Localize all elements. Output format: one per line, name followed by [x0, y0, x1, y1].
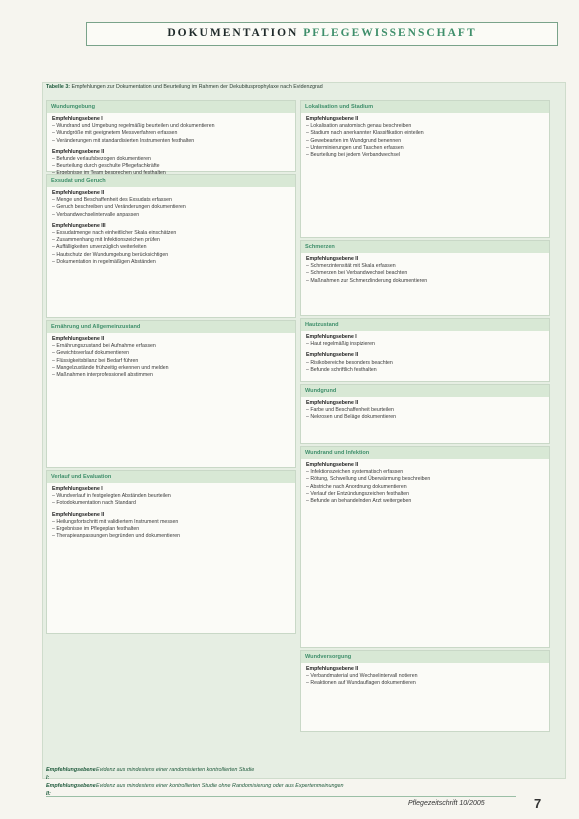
evidence-level: Empfehlungsebene II [306, 116, 359, 122]
evidence-level: Empfehlungsebene I [52, 116, 103, 122]
recommendation-item: – Verlauf der Entzündungszeichen festhalten [306, 491, 544, 498]
recommendation-item: – Rötung, Schwellung und Überwärmung beschreiben [306, 476, 544, 483]
page-number: 7 [534, 796, 542, 811]
footnotes [46, 766, 546, 798]
section-box [300, 384, 550, 444]
recommendation-item: – Flüssigkeitsbilanz bei Bedarf führen [52, 358, 290, 365]
section-box [46, 174, 296, 318]
section-body [47, 333, 295, 382]
recommendation-item: – Infektionszeichen systematisch erfassen [306, 469, 544, 476]
evidence-level: Empfehlungsebene II [52, 148, 105, 155]
recommendation-item: – Wundgröße mit geeignetem Messverfahren erfassen [52, 130, 290, 137]
section-box [46, 320, 296, 468]
recommendation-item: – Befunde an behandelnden Arzt weitergeben [306, 498, 544, 505]
recommendation-item: – Ergebnisse im Pflegeplan festhalten [52, 526, 290, 533]
evidence-level: Empfehlungsebene I [52, 486, 103, 492]
recommendation-item: – Maßnahmen zur Schmerzlinderung dokumentieren [306, 278, 544, 285]
section-title: Ernährung und Allgemeinzustand [47, 321, 295, 333]
section-body [301, 459, 549, 508]
footnote-key: Empfehlungsebene I: [46, 767, 96, 781]
section-title: Exsudat und Geruch [47, 175, 295, 187]
section-box [46, 470, 296, 634]
section-box [300, 240, 550, 316]
journal-name: Pflegezeitschrift 10/2005 [408, 800, 485, 807]
recommendation-item: – Auffälligkeiten unverzüglich weiterleiten [52, 244, 290, 251]
recommendation-item: – Stadium nach anerkannter Klassifikation einteilen [306, 130, 544, 137]
section-body [47, 187, 295, 269]
section-box [300, 318, 550, 382]
recommendation-item: – Haut regelmäßig inspizieren [306, 341, 544, 348]
page-title [87, 27, 557, 39]
section-body [301, 331, 549, 377]
section-title: Wundversorgung [301, 651, 549, 663]
recommendation-item: – Nekrosen und Beläge dokumentieren [306, 414, 544, 421]
section-body [301, 663, 549, 691]
section-title: Schmerzen [301, 241, 549, 253]
recommendation-item: – Maßnahmen interprofessionell abstimmen [52, 372, 290, 379]
recommendation-item: – Verbandwechselintervalle anpassen [52, 212, 290, 219]
recommendation-item: – Menge und Beschaffenheit des Exsudats erfassen [52, 197, 290, 204]
recommendation-item: – Schmerzen bei Verbandwechsel beachten [306, 270, 544, 277]
recommendation-item: – Ernährungszustand bei Aufnahme erfassen [52, 343, 290, 350]
evidence-level: Empfehlungsebene II [52, 190, 105, 196]
recommendation-item: – Dokumentation in regelmäßigen Abständen [52, 259, 290, 266]
section-title: Hautzustand [301, 319, 549, 331]
recommendation-item: – Verbandmaterial und Wechselintervall notieren [306, 673, 544, 680]
evidence-level: Empfehlungsebene I [306, 334, 357, 340]
recommendation-item: – Wundverlauf in festgelegten Abständen beurteilen [52, 493, 290, 500]
recommendation-item: – Befunde schriftlich festhalten [306, 367, 544, 374]
section-box [300, 446, 550, 648]
section-body [301, 113, 549, 162]
section-body [301, 253, 549, 288]
evidence-level: Empfehlungsebene II [306, 352, 359, 359]
section-body [47, 483, 295, 543]
recommendation-item: – Risikobereiche besonders beachten [306, 360, 544, 367]
recommendation-item: – Abstriche nach Anordnung dokumentieren [306, 484, 544, 491]
title-dark: DOKUMENTATION [167, 27, 299, 39]
evidence-level: Empfehlungsebene II [306, 400, 359, 406]
recommendation-item: – Gewichtsverlauf dokumentieren [52, 350, 290, 357]
section-title: Verlauf und Evaluation [47, 471, 295, 483]
recommendation-item: – Veränderungen mit standardisierten Instrumenten festhalten [52, 138, 290, 145]
recommendation-item: – Schmerzintensität mit Skala erfassen [306, 263, 544, 270]
recommendation-item: – Fotodokumentation nach Standard [52, 500, 290, 507]
recommendation-item: – Gewebearten im Wundgrund benennen [306, 138, 544, 145]
recommendation-item: – Lokalisation anatomisch genau beschreiben [306, 123, 544, 130]
recommendation-item: – Unterminierungen und Taschen erfassen [306, 145, 544, 152]
recommendation-item: – Reaktionen auf Wundauflagen dokumentieren [306, 680, 544, 687]
evidence-level: Empfehlungsebene II [306, 666, 359, 672]
section-body [301, 397, 549, 425]
recommendation-item: – Geruch beschreiben und Veränderungen dokumentieren [52, 204, 290, 211]
recommendation-item: – Mangelzustände frühzeitig erkennen und melden [52, 365, 290, 372]
section-title: Lokalisation und Stadium [301, 101, 549, 113]
caption-label: Tabelle 3: [46, 84, 71, 90]
section-body [47, 113, 295, 181]
recommendation-item: – Heilungsfortschritt mit validiertem Instrument messen [52, 519, 290, 526]
evidence-level: Empfehlungsebene II [306, 462, 359, 468]
section-title: Wundumgebung [47, 101, 295, 113]
recommendation-item: – Zusammenhang mit Infektionszeichen prüfen [52, 237, 290, 244]
recommendation-item: – Farbe und Beschaffenheit beurteilen [306, 407, 544, 414]
recommendation-item: – Hautschutz der Wundumgebung berücksichtigen [52, 252, 290, 259]
section-box [46, 100, 296, 172]
footnote-row [46, 766, 546, 782]
footer-divider [46, 796, 516, 797]
section-box [300, 100, 550, 238]
recommendation-item: – Exsudatmenge nach einheitlicher Skala einschätzen [52, 230, 290, 237]
evidence-level: Empfehlungsebene II [52, 336, 105, 342]
recommendation-item: – Therapieanpassungen begründen und dokumentieren [52, 533, 290, 540]
caption-text: Empfehlungen zur Dokumentation und Beurteilung im Rahmen der Dekubitusprophylaxe nach Evidenzgrad [71, 84, 323, 90]
recommendation-item: – Beurteilung bei jedem Verbandwechsel [306, 152, 544, 159]
recommendation-item: – Wundrand und Umgebung regelmäßig beurteilen und dokumentieren [52, 123, 290, 130]
evidence-level: Empfehlungsebene II [52, 511, 105, 518]
footnote-key: Empfehlungsebene II: [46, 783, 96, 797]
section-title: Wundgrund [301, 385, 549, 397]
header-bar [86, 22, 558, 46]
title-accent: PFLEGEWISSENSCHAFT [303, 27, 477, 39]
footnote-text: Evidenz aus mindestens einer kontrollierten Studie ohne Randomisierung oder aus Expertenmeinungen [96, 783, 344, 789]
table-caption [46, 84, 556, 90]
evidence-level: Empfehlungsebene III [52, 222, 106, 229]
section-box [300, 650, 550, 732]
recommendation-item: – Beurteilung durch geschulte Pflegefachkräfte [52, 163, 290, 170]
section-title: Wundrand und Infektion [301, 447, 549, 459]
footnote-text: Evidenz aus mindestens einer randomisierten kontrollierten Studie [96, 767, 255, 773]
recommendation-item: – Befunde verlaufsbezogen dokumentieren [52, 156, 290, 163]
evidence-level: Empfehlungsebene II [306, 256, 359, 262]
